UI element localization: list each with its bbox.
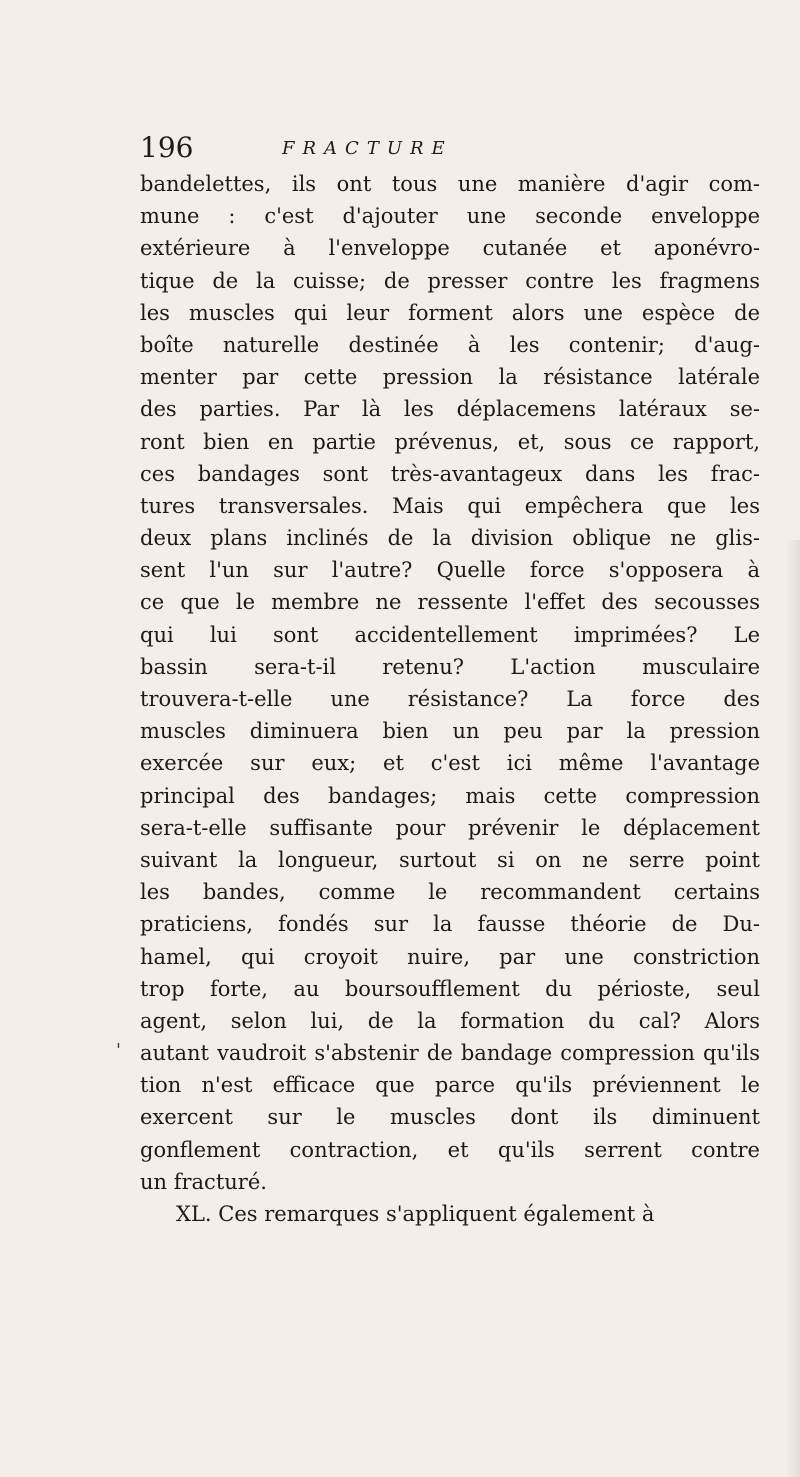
text-line: autant vaudroit s'abstenir de bandage compression qu'ils xyxy=(140,1041,760,1066)
text-line: boîte naturelle destinée à les contenir; d'aug- xyxy=(140,332,760,357)
text-line: praticiens, fondés sur la fausse théorie de Du- xyxy=(140,912,760,937)
text-line: tique de la cuisse; de presser contre les fragmens xyxy=(140,268,760,293)
text-line: trop forte, au boursoufflement du périoste, seul xyxy=(140,976,760,1001)
text-line: les muscles qui leur forment alors une espèce de xyxy=(140,300,760,325)
text-line: tures transversales. Mais qui empêchera que les xyxy=(140,493,760,518)
text-line: qui lui sont accidentellement imprimées? Le xyxy=(140,622,760,647)
text-line: ce que le membre ne ressente l'effet des secousses xyxy=(140,590,760,615)
body-text xyxy=(140,168,760,1230)
text-line: ront bien en partie prévenus, et, sous ce rapport, xyxy=(140,429,760,454)
text-line: des parties. Par là les déplacemens latéraux se- xyxy=(140,397,760,422)
page-header xyxy=(140,128,760,168)
text-line: principal des bandages; mais cette compression xyxy=(140,783,760,808)
text-line: les bandes, comme le recommandent certains xyxy=(140,880,760,905)
text-line: sera-t-elle suffisante pour prévenir le déplacement xyxy=(140,815,760,840)
text-line: bassin sera-t-il retenu? L'action musculaire xyxy=(140,654,760,679)
text-line: gonflement contraction, et qu'ils serrent contre xyxy=(140,1137,760,1162)
text-line: exercée sur eux; et c'est ici même l'avantage xyxy=(140,751,760,776)
page-edge-shadow xyxy=(786,540,800,1477)
text-line: deux plans inclinés de la division oblique ne glis- xyxy=(140,526,760,551)
text-line: un fracturé. xyxy=(140,1169,267,1194)
text-line: muscles diminuera bien un peu par la pression xyxy=(140,719,760,744)
text-line: suivant la longueur, surtout si on ne serre point xyxy=(140,847,760,872)
text-line: ces bandages sont très-avantageux dans les frac- xyxy=(140,461,760,486)
text-line: menter par cette pression la résistance latérale xyxy=(140,365,760,390)
text-line: mune : c'est d'ajouter une seconde enveloppe xyxy=(140,204,760,229)
text-line: exercent sur le muscles dont ils diminuent xyxy=(140,1105,760,1130)
running-head: FRACTURE xyxy=(282,138,453,159)
text-line: tion n'est efficace que parce qu'ils préviennent le xyxy=(140,1073,760,1098)
text-line: extérieure à l'enveloppe cutanée et aponévro- xyxy=(140,236,760,261)
text-line: sent l'un sur l'autre? Quelle force s'opposera à xyxy=(140,558,760,583)
text-line: bandelettes, ils ont tous une manière d'agir com- xyxy=(140,172,760,196)
page-number: 196 xyxy=(140,131,194,164)
section-start-line: XL. Ces remarques s'appliquent également à xyxy=(176,1202,655,1226)
text-line: agent, selon lui, de la formation du cal? Alors xyxy=(140,1008,760,1033)
text-line: hamel, qui croyoit nuire, par une constriction xyxy=(140,944,760,969)
text-line: trouvera-t-elle une résistance? La force des xyxy=(140,687,760,711)
margin-mark: ' xyxy=(116,1040,121,1061)
